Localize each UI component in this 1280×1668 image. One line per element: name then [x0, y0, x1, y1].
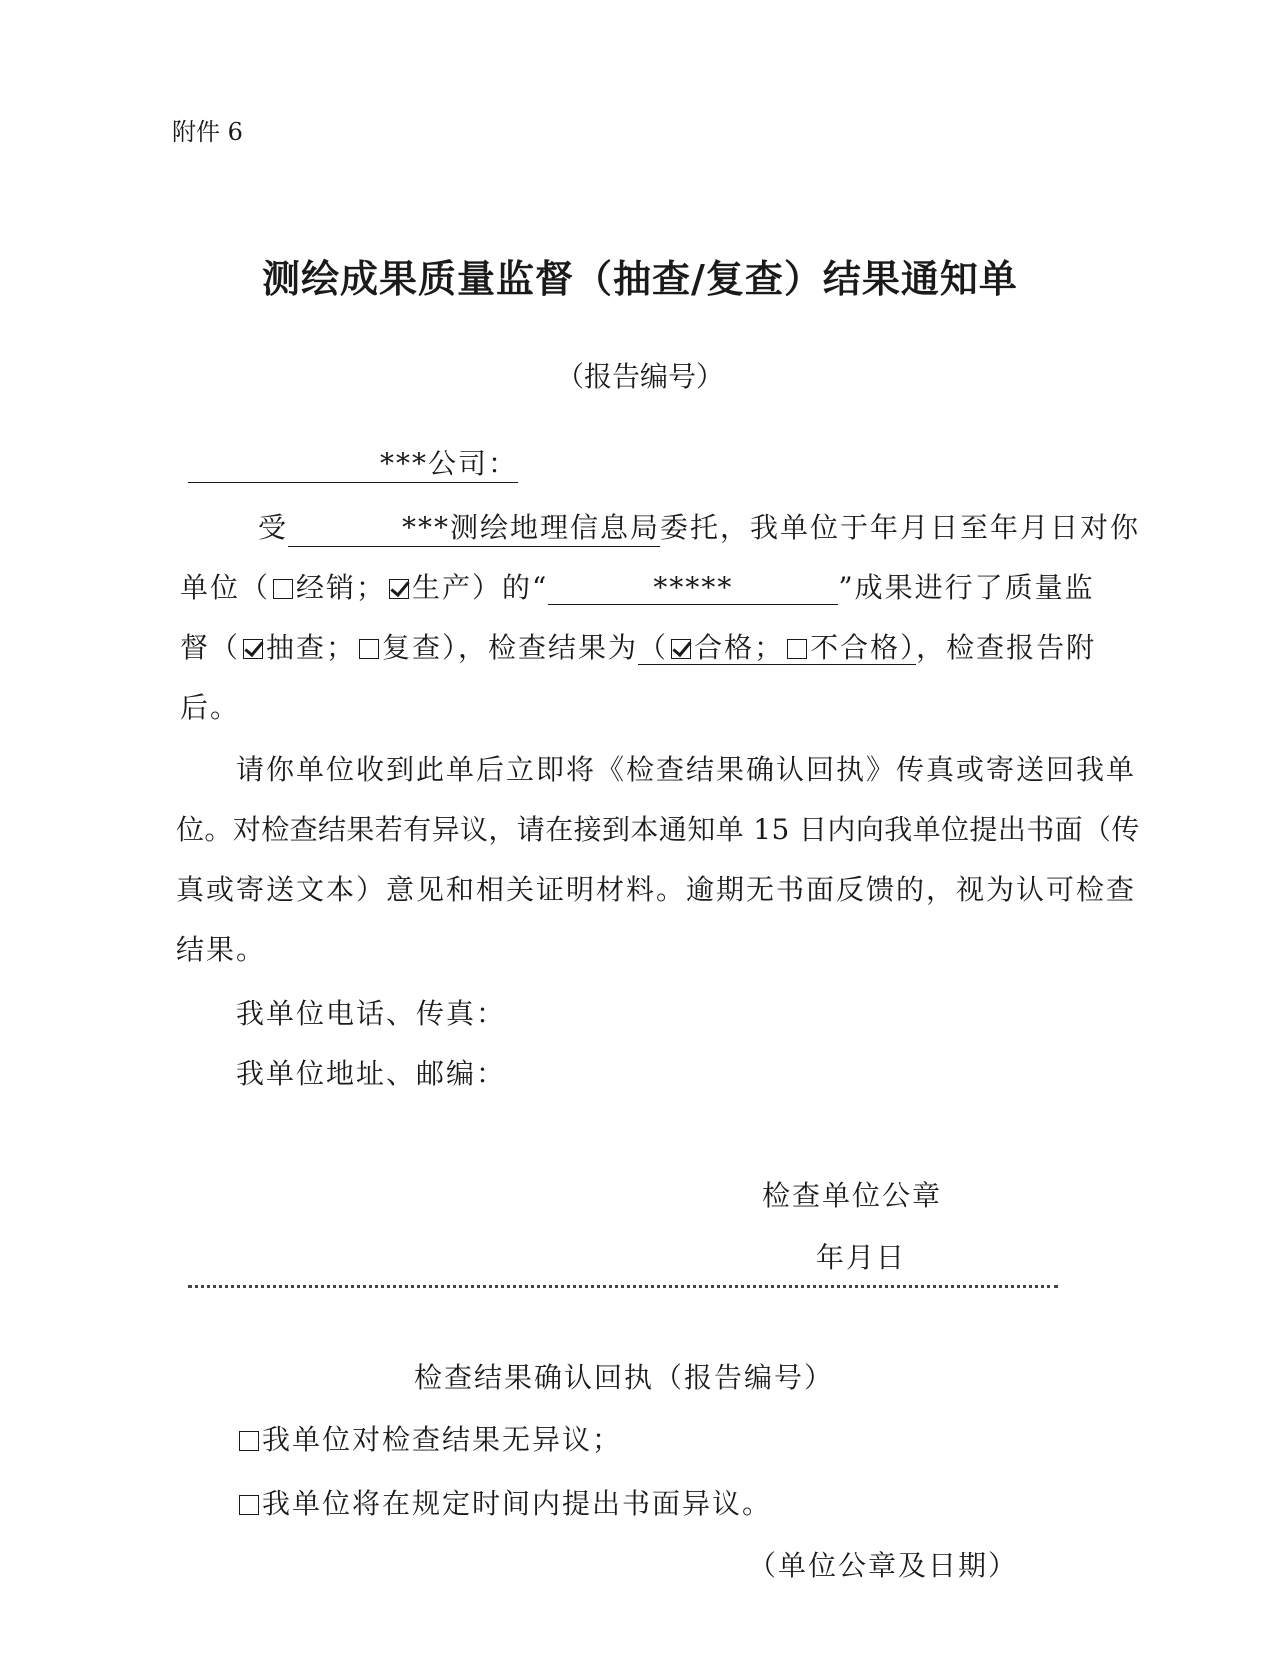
receipt-option-objection: 我单位将在规定时间内提出书面异议。 [236, 1482, 772, 1522]
document-title: 测绘成果质量监督（抽查/复查）结果通知单 [262, 256, 1018, 301]
checkbox-fail[interactable] [787, 639, 807, 659]
checkbox-spot-check[interactable] [243, 639, 263, 659]
receipt-footer: （单位公章及日期） [748, 1549, 1019, 1582]
checkbox-sales[interactable] [273, 579, 293, 599]
cut-line-divider [188, 1285, 1058, 1288]
para1-line3: 督（ 抽查； 复查），检查结果为（ 合格； 不合格），检查报告附 [180, 631, 1097, 664]
para2-line4: 结果。 [176, 933, 267, 966]
para1-line2: 单位（ 经销； 生产）的“ ***** ”成果进行了质量监 [180, 571, 1095, 604]
checkbox-recheck[interactable] [359, 639, 379, 659]
para1-line1: 受 ***测绘地理信息局委托，我单位于年月日至年月日对你 [258, 506, 1140, 547]
para2-line2: 位。对检查结果若有异议，请在接到本通知单 15 日内向我单位提出书面（传 [176, 813, 1140, 846]
para1-line4: 后。 [180, 691, 241, 724]
checkbox-no-objection[interactable] [239, 1431, 259, 1451]
result-field: （ 合格； 不合格） [638, 631, 917, 664]
contact-address-zip: 我单位地址、邮编： [236, 1057, 507, 1090]
receipt-option-no-objection: 我单位对检查结果无异议； [236, 1418, 622, 1458]
seal-label: 检查单位公章 [762, 1179, 943, 1212]
checkbox-pass[interactable] [671, 639, 691, 659]
contact-phone-fax: 我单位电话、传真： [236, 997, 507, 1030]
attachment-label: 附件 6 [172, 118, 243, 146]
seal-date: 年月日 [816, 1241, 907, 1274]
para2-line1: 请你单位收到此单后立即将《检查结果确认回执》传真或寄送回我单 [236, 753, 1137, 786]
entrust-org-field[interactable]: ***测绘地理信息局 [288, 506, 660, 547]
addressee-field[interactable]: ***公司： [188, 442, 518, 483]
checkbox-objection[interactable] [239, 1495, 259, 1515]
para2-line3: 真或寄送文本）意见和相关证明材料。逾期无书面反馈的，视为认可检查 [176, 873, 1137, 906]
report-number-label: （报告编号） [555, 360, 724, 393]
checkbox-production[interactable] [389, 579, 409, 599]
receipt-title: 检查结果确认回执（报告编号） [414, 1361, 835, 1394]
addressee-line [188, 442, 518, 483]
product-field[interactable]: ***** [548, 571, 838, 605]
